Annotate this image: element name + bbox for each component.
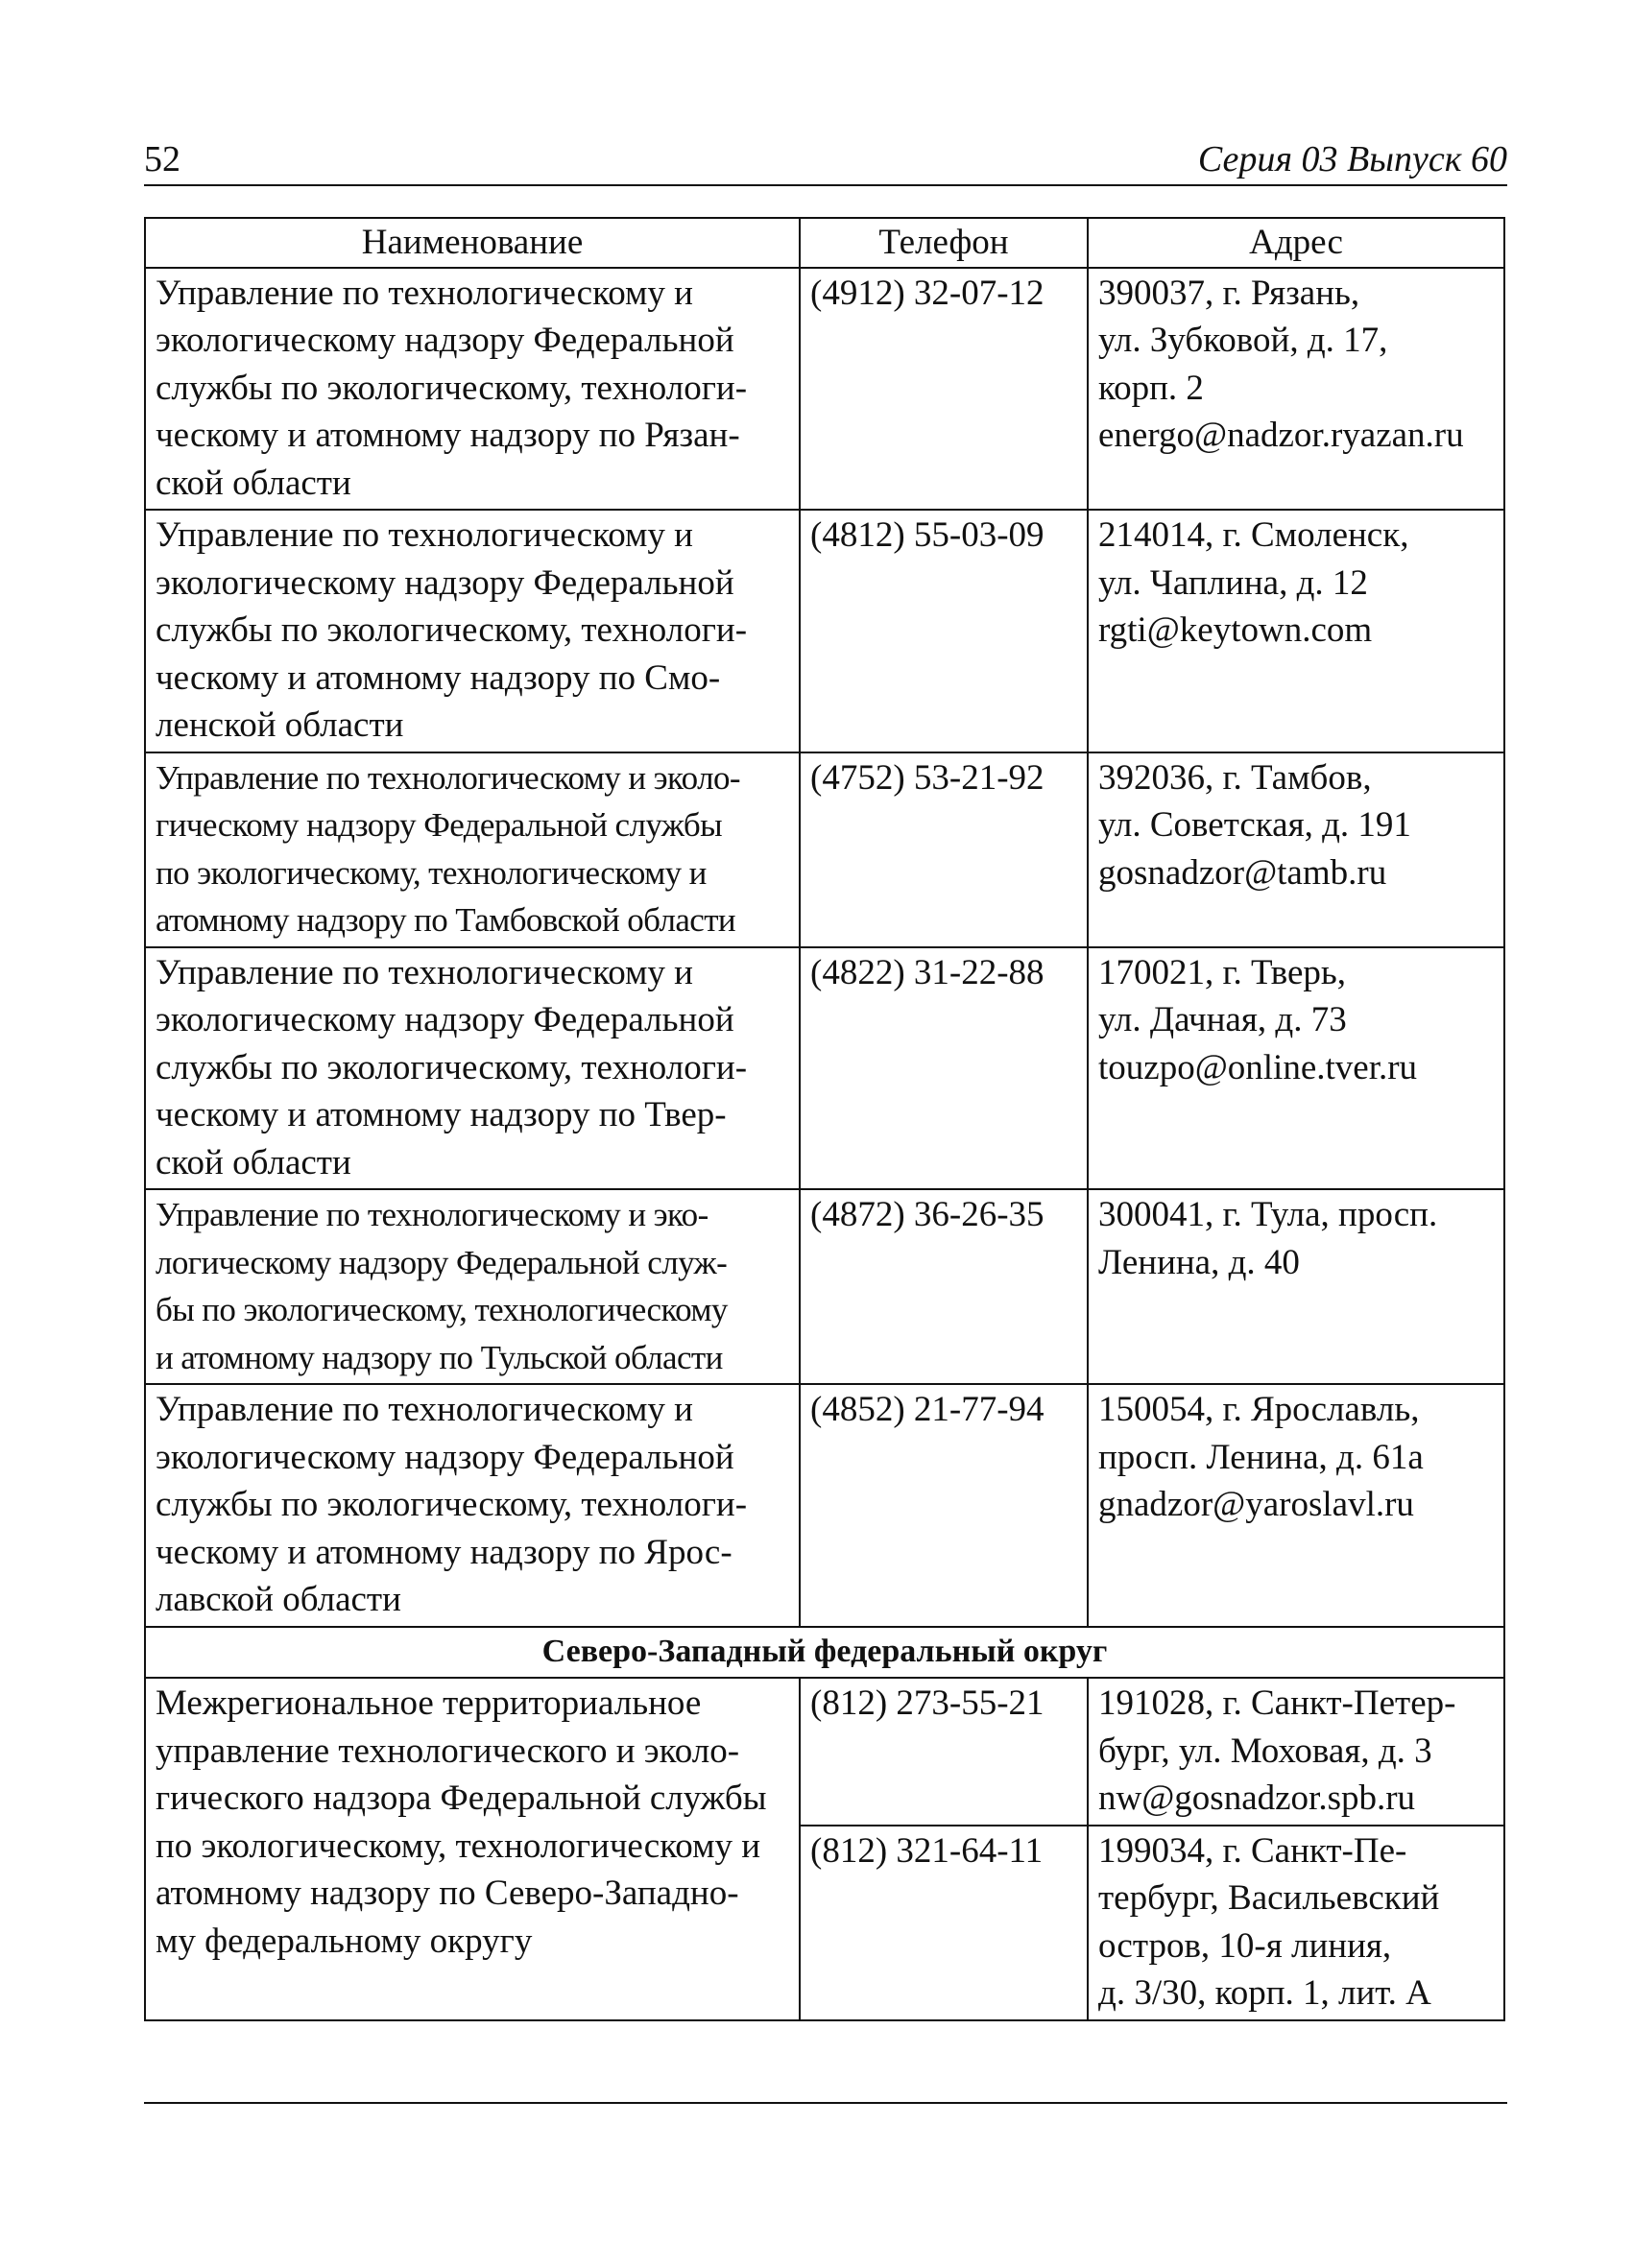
address [1088, 1189, 1504, 1384]
address-line: 300041, г. Тула, просп. [1098, 1195, 1438, 1234]
table-row [145, 1384, 1504, 1627]
email-address: touzpo@online.tver.ru [1098, 1047, 1418, 1087]
name-line: Управление по технологическому и [156, 273, 693, 313]
address-line: 191028, г. Санкт-Петер- [1098, 1683, 1456, 1723]
name-line: атомному надзору по Тамбовской области [156, 901, 736, 939]
email-address: nw@gosnadzor.spb.ru [1098, 1779, 1416, 1818]
email-address: gnadzor@yaroslavl.ru [1098, 1485, 1414, 1524]
address-line: корп. 2 [1098, 368, 1204, 408]
column-header-address: Адрес [1088, 218, 1504, 268]
name-line: Управление по технологическому и [156, 515, 693, 555]
column-header-phone: Телефон [800, 218, 1088, 268]
address [1088, 1826, 1504, 2020]
series-title: Серия 03 Выпуск 60 [1197, 139, 1507, 179]
table-row [145, 1189, 1504, 1384]
name-line: экологическому надзору Федеральной [156, 1437, 734, 1477]
email-address: energo@nadzor.ryazan.ru [1098, 416, 1464, 455]
organization-name [145, 752, 800, 947]
address-line: ул. Чаплина, д. 12 [1098, 562, 1368, 603]
address-line: 390037, г. Рязань, [1098, 273, 1360, 313]
name-line: службы по экологическому, технологи- [156, 368, 748, 408]
address-line: 214014, г. Смоленск, [1098, 515, 1409, 555]
name-line: атомному надзору по Северо-Западно- [156, 1874, 739, 1913]
organization-name [145, 1189, 800, 1384]
page-number: 52 [144, 139, 180, 179]
phone-number: (812) 273-55-21 [800, 1678, 1088, 1826]
address-line: ул. Зубковой, д. 17, [1098, 321, 1388, 360]
address-line: бург, ул. Моховая, д. 3 [1098, 1731, 1432, 1771]
address-line: тербург, Васильевский [1098, 1878, 1440, 1918]
address-line: ул. Советская, д. 191 [1098, 805, 1411, 845]
name-line: службы по экологическому, технологи- [156, 1047, 748, 1087]
name-line: Управление по технологическому и эко- [156, 1196, 708, 1233]
name-line: ческому и атомному надзору по Твер- [156, 1095, 727, 1134]
name-line: службы по экологическому, технологи- [156, 610, 748, 650]
name-line: ской области [156, 463, 351, 503]
address-line: 199034, г. Санкт-Пе- [1098, 1830, 1407, 1871]
organization-name [145, 947, 800, 1190]
name-line: по экологическому, технологическому и [156, 1826, 761, 1866]
email-address: rgti@keytown.com [1098, 610, 1373, 650]
email-address: gosnadzor@tamb.ru [1098, 852, 1387, 893]
phone-number: (4852) 21-77-94 [800, 1384, 1088, 1627]
name-line: Межрегиональное территориальное [156, 1683, 702, 1723]
footer-rule [144, 2102, 1507, 2104]
organization-name [145, 510, 800, 752]
column-header-name: Наименование [145, 218, 800, 268]
address-line: 392036, г. Тамбов, [1098, 757, 1372, 798]
table-row [145, 510, 1504, 752]
address-line: ул. Дачная, д. 73 [1098, 1000, 1347, 1039]
name-line: Управление по технологическому и [156, 952, 693, 992]
phone-number: (4752) 53-21-92 [800, 752, 1088, 947]
address-line: 150054, г. Ярославль, [1098, 1390, 1420, 1429]
phone-number: (4812) 55-03-09 [800, 510, 1088, 752]
organization-name [145, 268, 800, 511]
page-header [144, 134, 1507, 184]
table-row [145, 947, 1504, 1190]
name-line: Управление по технологическому и эколо- [156, 758, 740, 797]
name-line: гическому надзору Федеральной службы [156, 806, 723, 844]
name-line: ской области [156, 1142, 351, 1182]
phone-number: (812) 321-64-11 [800, 1826, 1088, 2020]
name-line: и атомному надзору по Тульской области [156, 1338, 723, 1376]
address [1088, 752, 1504, 947]
name-line: экологическому надзору Федеральной [156, 321, 734, 360]
name-line: лавской области [156, 1580, 401, 1619]
name-line: экологическому надзору Федеральной [156, 562, 734, 603]
name-line: ческому и атомному надзору по Рязан- [156, 416, 740, 455]
table-row [145, 268, 1504, 511]
address [1088, 1678, 1504, 1826]
name-line: экологическому надзору Федеральной [156, 1000, 734, 1039]
header-rule [144, 184, 1507, 186]
directory-table [144, 217, 1505, 2021]
address [1088, 1384, 1504, 1627]
organization-name [145, 1678, 800, 2020]
name-line: ленской области [156, 705, 404, 745]
name-line: логическому надзору Федеральной служ- [156, 1243, 728, 1281]
name-line: ческому и атомному надзору по Смо- [156, 657, 721, 698]
name-line: му федеральному округу [156, 1921, 533, 1961]
name-line: бы по экологическому, технологическому [156, 1291, 728, 1328]
name-line: Управление по технологическому и [156, 1390, 693, 1429]
region-heading-row [145, 1627, 1504, 1679]
address-line: остров, 10-я линия, [1098, 1925, 1392, 1966]
name-line: гического надзора Федеральной службы [156, 1779, 767, 1818]
name-line: управление технологического и эколо- [156, 1731, 740, 1771]
region-heading: Северо-Западный федеральный округ [145, 1627, 1504, 1679]
table-header-row [145, 218, 1504, 268]
phone-number: (4872) 36-26-35 [800, 1189, 1088, 1384]
name-line: по экологическому, технологическому и [156, 853, 707, 892]
address-line: Ленина, д. 40 [1098, 1242, 1300, 1282]
address [1088, 510, 1504, 752]
phone-number: (4822) 31-22-88 [800, 947, 1088, 1190]
address [1088, 268, 1504, 511]
address [1088, 947, 1504, 1190]
table-row [145, 752, 1504, 947]
name-line: службы по экологическому, технологи- [156, 1485, 748, 1524]
address-line: просп. Ленина, д. 61а [1098, 1437, 1424, 1477]
address-line: д. 3/30, корп. 1, лит. А [1098, 1973, 1431, 2013]
table-row [145, 1678, 1504, 1826]
organization-name [145, 1384, 800, 1627]
address-line: 170021, г. Тверь, [1098, 952, 1347, 992]
name-line: ческому и атомному надзору по Ярос- [156, 1532, 732, 1572]
phone-number: (4912) 32-07-12 [800, 268, 1088, 511]
